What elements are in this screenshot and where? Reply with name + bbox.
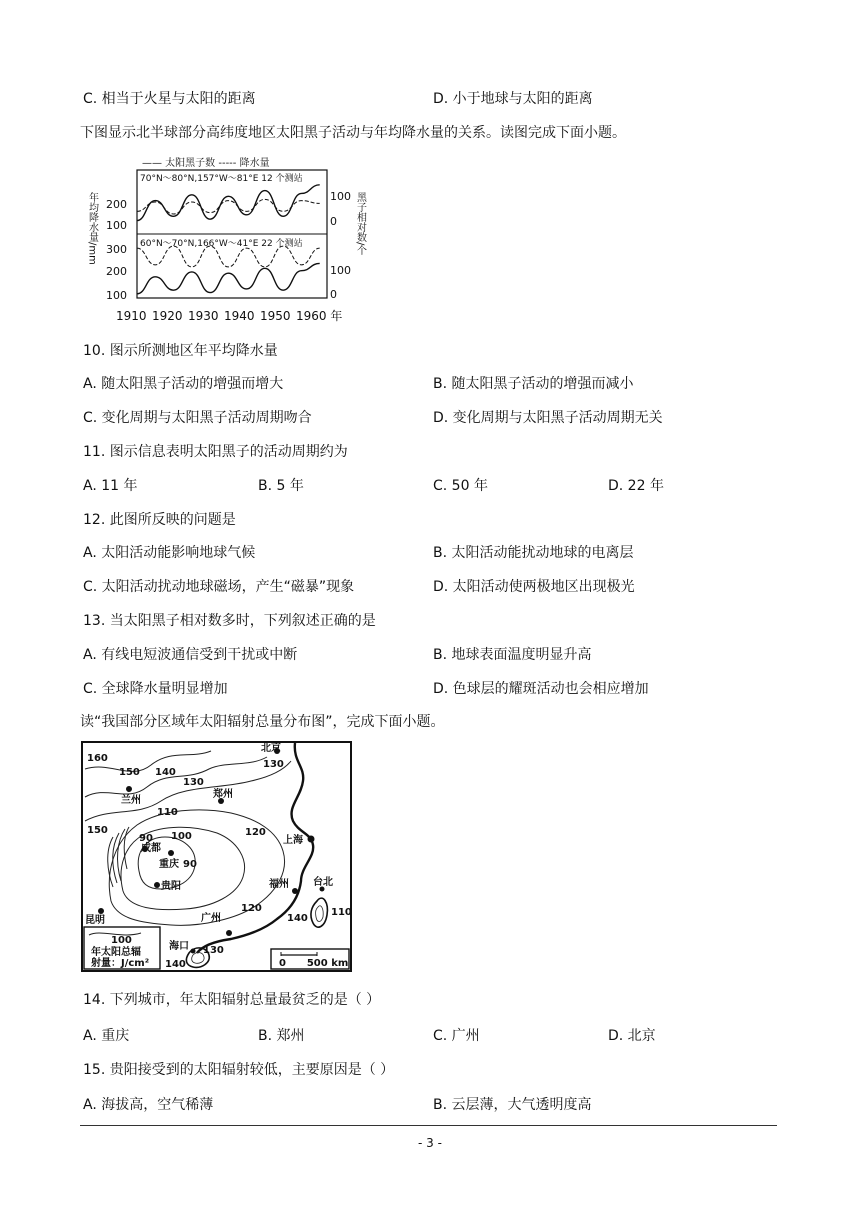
right-tick: 100 — [330, 190, 351, 203]
city-label: 重庆 — [159, 859, 179, 870]
contour-value: 130 — [183, 777, 204, 788]
left-tick: 200 — [106, 198, 127, 211]
q13-stem: 13. 当太阳黑子相对数多时，下列叙述正确的是 — [83, 613, 376, 629]
contour-value: 150 — [119, 767, 140, 778]
q12-c: C. 太阳活动扰动地球磁场，产生“磁暴”现象 — [83, 579, 355, 595]
intro-radiation: 读“我国部分区域年太阳辐射总量分布图”，完成下面小题。 — [80, 714, 445, 730]
q12-b: B. 太阳活动能扰动地球的电离层 — [433, 545, 634, 561]
contour-value: 120 — [245, 827, 266, 838]
right-tick: 0 — [330, 288, 337, 301]
q10-b: B. 随太阳黑子活动的增强而减小 — [433, 376, 634, 392]
q11-c: C. 50 年 — [433, 478, 488, 494]
right-tick: 100 — [330, 264, 351, 277]
city-dot — [292, 888, 298, 894]
q15-stem: 15. 贵阳接受到的太阳辐射较低，主要原因是（ ） — [83, 1062, 395, 1078]
city-label: 兰州 — [121, 795, 141, 806]
city-label: 上海 — [283, 835, 303, 846]
contour-value: 130 — [263, 759, 284, 770]
contour-value: 150 — [87, 825, 108, 836]
series-sunspot-panel2 — [137, 263, 320, 293]
q14-stem: 14. 下列城市，年太阳辐射总量最贫乏的是（ ） — [83, 992, 381, 1008]
left-tick: 300 — [106, 243, 127, 256]
left-tick: 100 — [106, 219, 127, 232]
q14-a: A. 重庆 — [83, 1028, 130, 1044]
contour-value: 140 — [155, 767, 176, 778]
x-tick: 1960 年 — [296, 309, 343, 323]
city-dot — [226, 930, 232, 936]
city-label: 北京 — [261, 743, 281, 754]
city-dot — [191, 949, 196, 954]
option-c: C. 相当于火星与太阳的距离 — [83, 91, 256, 107]
q13-a: A. 有线电短波通信受到干扰或中断 — [83, 647, 298, 663]
contour-value: 90 — [139, 833, 153, 844]
q14-d: D. 北京 — [608, 1028, 656, 1044]
city-label: 台北 — [313, 877, 333, 888]
contour-value: 140 — [165, 959, 186, 970]
x-tick: 1930 — [188, 309, 219, 323]
city-label: 成都 — [141, 843, 161, 854]
right-tick: 0 — [330, 215, 337, 228]
panel1-label: 70°N～80°N,157°W～81°E 12 个测站 — [140, 174, 303, 184]
city-label: 郑州 — [213, 789, 233, 800]
sunspot-precipitation-chart — [84, 152, 374, 328]
left-axis-label: 年均降水量/mm — [86, 192, 98, 265]
city-label: 海口 — [169, 941, 189, 952]
x-tick: 1940 — [224, 309, 255, 323]
series-precip-panel2 — [137, 246, 320, 267]
left-tick: 100 — [106, 289, 127, 302]
contour-value: 90 — [183, 859, 197, 870]
q12-stem: 12. 此图所反映的问题是 — [83, 512, 236, 528]
q15-b: B. 云层薄，大气透明度高 — [433, 1097, 592, 1113]
city-dot — [98, 908, 104, 914]
series-sunspot-panel1 — [137, 185, 320, 221]
q12-d: D. 太阳活动使两极地区出现极光 — [433, 579, 635, 595]
q11-stem: 11. 图示信息表明太阳黑子的活动周期约为 — [83, 444, 348, 460]
legend-line-2: 射量：J/cm² — [91, 958, 150, 969]
right-axis-label: 黑子相对数/个 — [354, 192, 366, 256]
city-label: 昆明 — [85, 915, 105, 926]
q14-c: C. 广州 — [433, 1028, 480, 1044]
q10-c: C. 变化周期与太阳黑子活动周期吻合 — [83, 410, 312, 426]
contour-value: 130 — [203, 945, 224, 956]
contour-value: 120 — [241, 903, 262, 914]
q15-a: A. 海拔高，空气稀薄 — [83, 1097, 214, 1113]
contour-value: 140 — [287, 913, 308, 924]
chart-legend: —— 太阳黑子数 ----- 降水量 — [142, 158, 270, 169]
scale-label: 0 500 km — [279, 958, 349, 969]
contour-value: 100 — [171, 831, 192, 842]
legend-value: 100 — [111, 935, 132, 946]
q12-a: A. 太阳活动能影响地球气候 — [83, 545, 256, 561]
left-tick: 200 — [106, 265, 127, 278]
x-tick: 1920 — [152, 309, 183, 323]
city-label: 福州 — [269, 879, 289, 890]
city-label: 贵阳 — [161, 881, 181, 892]
series-precip-panel1 — [137, 199, 320, 214]
q13-c: C. 全球降水量明显增加 — [83, 681, 228, 697]
contour-value: 160 — [87, 753, 108, 764]
contour-value: 110 — [157, 807, 178, 818]
q14-b: B. 郑州 — [258, 1028, 305, 1044]
x-tick: 1910 — [116, 309, 147, 323]
contour-value: 110 — [331, 907, 352, 918]
q10-stem: 10. 图示所测地区年平均降水量 — [83, 343, 278, 359]
intro-sunspot: 下图显示北半球部分高纬度地区太阳黑子活动与年均降水量的关系。读图完成下面小题。 — [80, 125, 626, 141]
page-number: - 3 - — [418, 1136, 442, 1150]
city-dot — [168, 850, 174, 856]
q11-d: D. 22 年 — [608, 478, 664, 494]
city-label: 广州 — [201, 913, 221, 924]
panel2-label: 60°N～70°N,166°W～41°E 22 个测站 — [140, 239, 303, 249]
q13-b: B. 地球表面温度明显升高 — [433, 647, 592, 663]
footer-rule — [80, 1125, 777, 1126]
x-tick: 1950 — [260, 309, 291, 323]
legend-line-1: 年太阳总辐 — [91, 947, 141, 958]
city-dot — [154, 882, 160, 888]
solar-radiation-map — [81, 741, 353, 973]
option-d: D. 小于地球与太阳的距离 — [433, 91, 593, 107]
city-dot — [308, 836, 315, 843]
q10-d: D. 变化周期与太阳黑子活动周期无关 — [433, 410, 663, 426]
q11-a: A. 11 年 — [83, 478, 138, 494]
city-dot — [126, 786, 132, 792]
q13-d: D. 色球层的耀斑活动也会相应增加 — [433, 681, 649, 697]
q10-a: A. 随太阳黑子活动的增强而增大 — [83, 376, 284, 392]
q11-b: B. 5 年 — [258, 478, 304, 494]
